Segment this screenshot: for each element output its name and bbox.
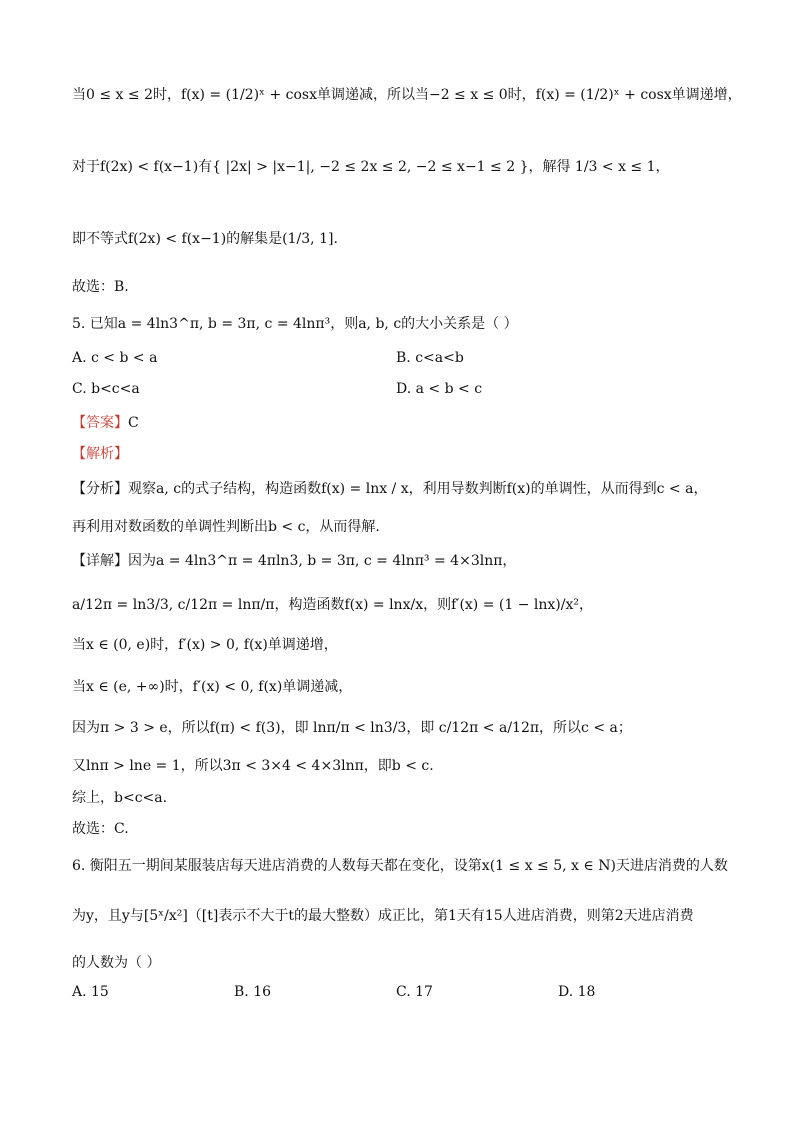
text-line: 即不等式f(2x) < f(x−1)的解集是(1/3, 1]. [72,231,338,247]
option-a: A. 15 [72,984,109,1000]
text-line: 故选：C. [72,821,129,837]
text-line: 当x ∈ (0, e)时，f′(x) > 0, f(x)单调递增， [72,637,338,653]
text-line: 因为π > 3 > e，所以f(π) < f(3)，即 lnπ/π < ln3/3，即 c/12π < a/12π，所以c < a； [72,720,632,736]
question-5: 5. 已知a = 4ln3^π, b = 3π, c = 4lnπ³，则a, b, c的大小关系是（ ） [72,316,518,332]
text-line: 故选：B. [72,279,129,295]
answer-value: C [128,415,139,431]
option-a: A. c < b < a [72,350,158,366]
text-line: 当x ∈ (e, +∞)时，f′(x) < 0, f(x)单调递减， [72,679,353,695]
text-line: 为y，且y与[5ˣ/x²]（[t]表示不大于t的最大整数）成正比，第1天有15人进店消费，则第2天进店消费 [72,908,694,924]
text-line: 当0 ≤ x ≤ 2时，f(x) = (1/2)ˣ + cosx单调递减，所以当−2 ≤ x ≤ 0时，f(x) = (1/2)ˣ + cosx单调递增， [72,87,742,103]
text-line: 又lnπ > lne = 1，所以3π < 3×4 < 4×3lnπ，即b < c. [72,758,434,774]
text-line: a/12π = ln3/3, c/12π = lnπ/π，构造函数f(x) = lnx/x，则f′(x) = (1 − lnx)/x²， [72,597,593,613]
answer-line [72,412,139,432]
option-c: C. 17 [396,984,433,1000]
text-line: 【详解】因为a = 4ln3^π = 4πln3, b = 3π, c = 4lnπ³ = 4×3lnπ， [72,553,517,569]
text-line: 再利用对数函数的单调性判断出b < c，从而得解. [72,519,380,535]
option-c: C. b<c<a [72,381,140,397]
option-b: B. c<a<b [396,350,464,366]
question-6: 6. 衡阳五一期间某服装店每天进店消费的人数每天都在变化，设第x(1 ≤ x ≤ 5, x ∈ N)天进店消费的人数 [72,858,728,874]
text-line: 对于f(2x) < f(x−1)有{ |2x| > |x−1|, −2 ≤ 2x ≤ 2, −2 ≤ x−1 ≤ 2 }，解得 1/3 < x ≤ 1， [72,159,670,175]
text-line: 【分析】观察a, c的式子结构，构造函数f(x) = lnx / x，利用导数判断f(x)的单调性，从而得到c < a， [72,481,708,497]
option-d: D. 18 [558,984,596,1000]
option-b: B. 16 [234,984,272,1000]
answer-tag: 【答案】 [72,415,128,431]
analysis-tag: 【解析】 [72,446,128,462]
option-d: D. a < b < c [396,381,483,397]
text-line: 的人数为（ ） [72,955,161,971]
text-line: 综上，b<c<a. [72,790,168,806]
